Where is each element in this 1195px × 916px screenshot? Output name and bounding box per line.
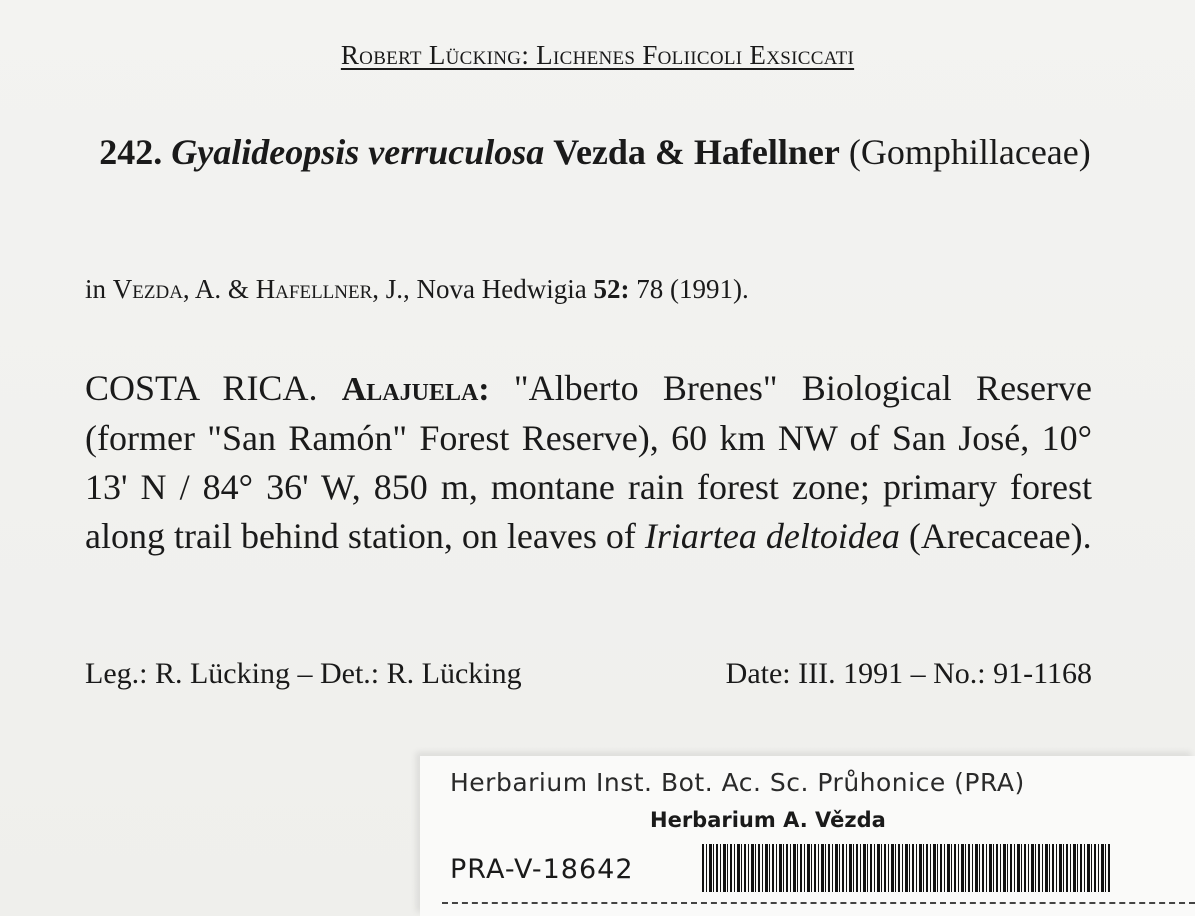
citation-volume: 52: <box>593 274 630 304</box>
host-plant: Iriartea deltoidea <box>644 516 900 556</box>
herbarium-institution: Herbarium Inst. Bot. Ac. Sc. Průhonice (PRA) <box>450 768 1025 797</box>
specimen-id: PRA-V-18642 <box>450 854 634 885</box>
series-header <box>0 40 1195 71</box>
citation-author-1: Vezda <box>112 274 183 304</box>
barcode-image <box>702 844 1110 892</box>
species-title <box>90 128 1100 176</box>
host-family: (Arecaceae). <box>908 516 1092 556</box>
locality-region: Alajuela: <box>341 371 490 408</box>
locality-description <box>85 364 1092 561</box>
locality-text: "Alberto Brenes" Biological Reserve (former "San Ramón" Forest Reserve), 60 km NW of San José, 10° 13' N / 84° 36' W, 850 m, montane rain forest zone; primary forest along trail behind station, on leaves of <box>85 368 1093 556</box>
collector-determiner: Leg.: R. Lücking – Det.: R. Lücking <box>85 657 522 690</box>
citation-journal: , J., Nova Hedwigia <box>372 274 587 304</box>
herbarium-barcode-label <box>420 756 1195 916</box>
species-name: Gyalideopsis verruculosa <box>171 132 545 172</box>
citation-initial-1: , A. & <box>182 274 249 304</box>
citation-prefix: in <box>85 274 107 304</box>
species-authority: Vezda & Hafellner <box>553 132 840 172</box>
citation-pages-year: 78 (1991). <box>636 274 749 304</box>
literature-citation <box>85 274 749 305</box>
cut-line <box>442 902 1195 904</box>
exsiccata-number: 242. <box>99 132 163 172</box>
species-family: (Gomphillaceae) <box>848 132 1091 172</box>
series-title: Robert Lücking: Lichenes Foliicoli Exsiccati <box>340 40 855 70</box>
citation-author-2: Hafellner <box>255 274 373 304</box>
locality-country: COSTA RICA. <box>85 368 318 408</box>
herbarium-collection-name: Herbarium A. Vězda <box>650 808 886 832</box>
date-number: Date: III. 1991 – No.: 91-1168 <box>725 657 1092 690</box>
collection-info <box>85 657 1092 691</box>
